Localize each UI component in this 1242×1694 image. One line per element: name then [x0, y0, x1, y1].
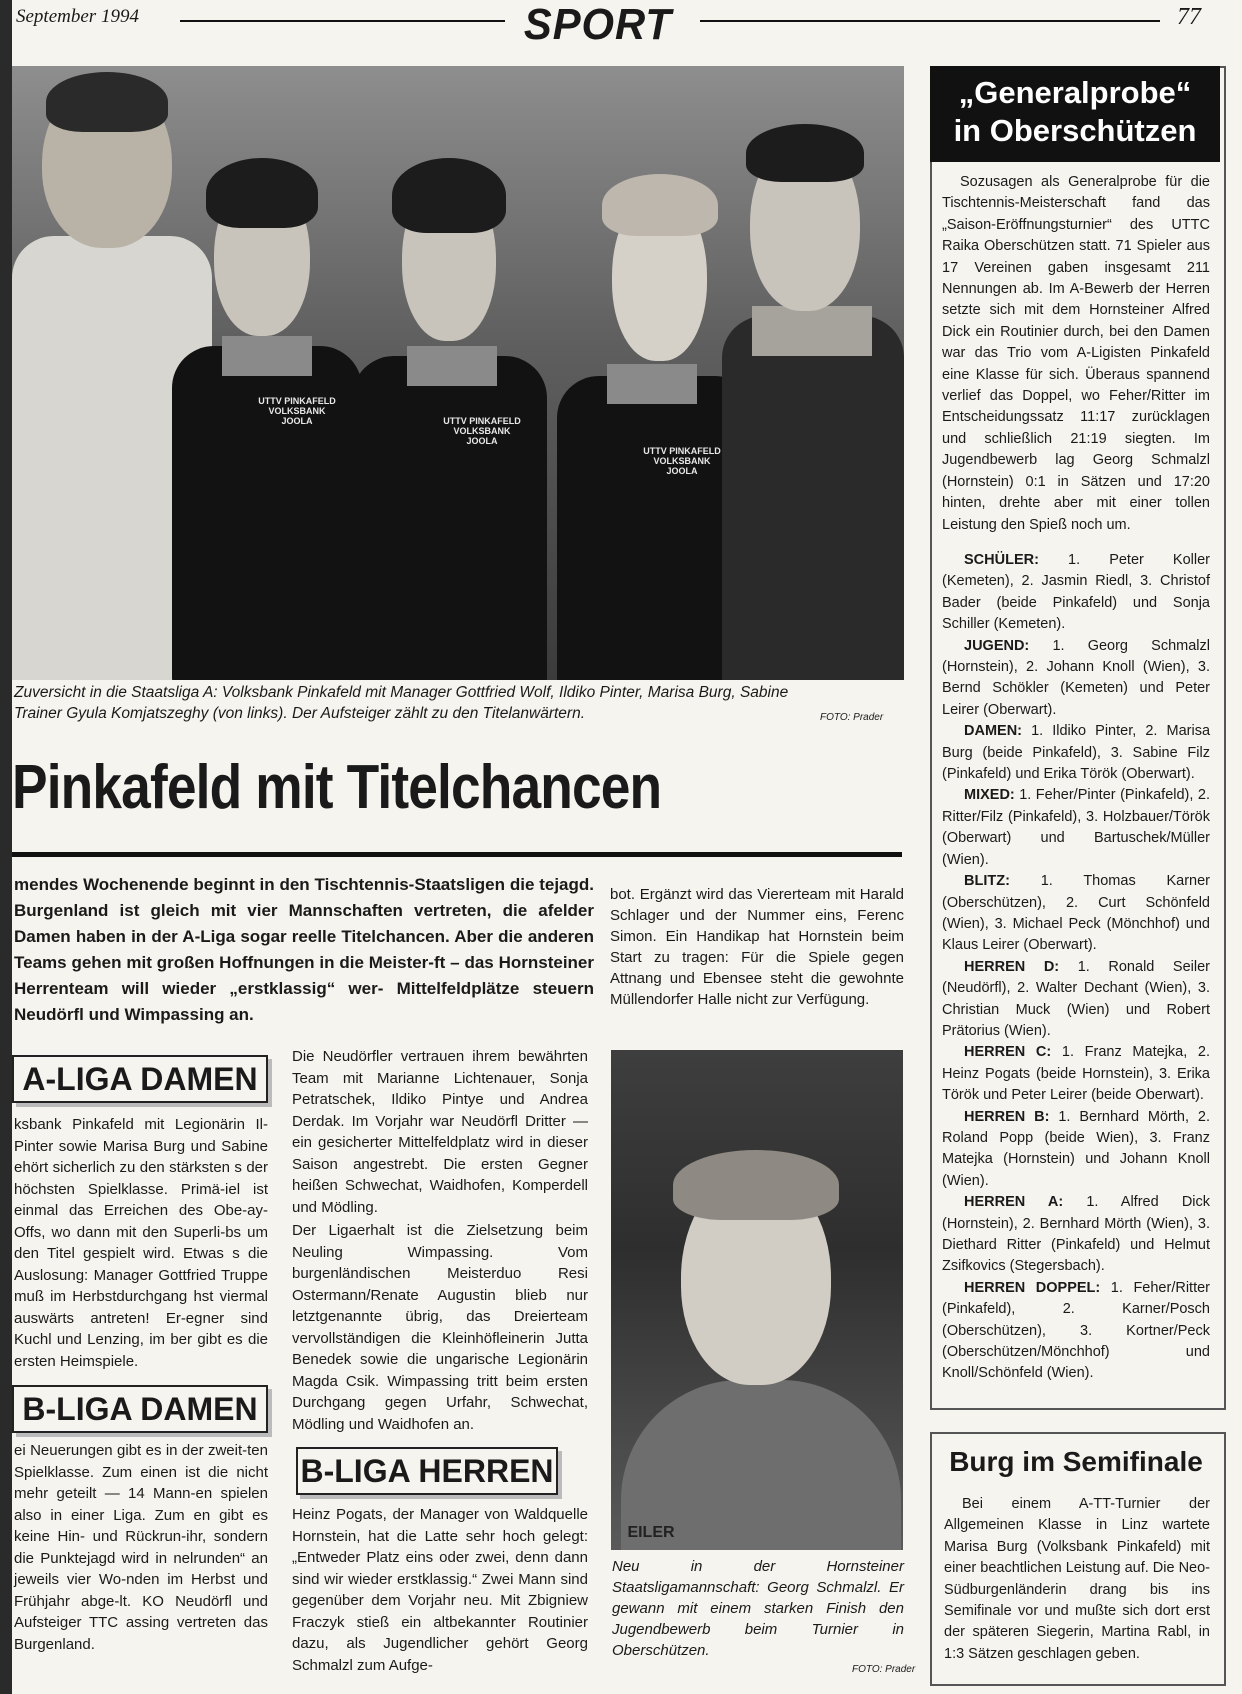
subhead-b-liga-herren: B-LIGA HERREN	[296, 1447, 558, 1495]
page-number: 77	[1177, 4, 1201, 30]
section-title: SPORT	[523, 0, 672, 49]
text-a-liga-damen: ksbank Pinkafeld mit Legionärin Il-Pinter sowie Marisa Burg und Sabine ehört sicherlich zu den stärksten s der höchsten Spielklasse. Primä-iel ist einmal das Erreichen des Obe-ay-Offs, wo dann mit den Superli-bs um den Titel gespielt wird. Etwas s die Auslosung: Manager Gottfried Truppe muß im Herbstdurchgang hst viermal auswärts antreten! Er-egner sind Kuchl und Lenzing, im ber gibt es die ersten Heimspiele.	[14, 1116, 268, 1370]
article-headline: Pinkafeld mit Titelchancen	[12, 753, 662, 822]
subhead-a-liga-damen: A-LIGA DAMEN	[12, 1055, 268, 1103]
page-scan-edge	[0, 0, 12, 1694]
person-player-1: UTTV PINKAFELD VOLKSBANK JOOLA	[162, 66, 362, 680]
result-damen: DAMEN: 1. Ildiko Pinter, 2. Marisa Burg (beide Pinkafeld), 3. Sabine Filz (Pinkafeld) und Erika Török (Oberwart).	[942, 723, 1211, 783]
person-trainer	[712, 66, 904, 680]
photo-credit: FOTO: Prader	[820, 712, 884, 723]
sidebar-intro: Sozusagen als Generalprobe für die Tischtennis-Meisterschaft fand das „Saison-Eröffnungsturnier“ des UTTC Raika Oberschützen statt. 71 Spieler aus 17 Vereinen gaben insgesamt 211 Nennungen ab. Im A-Bewerb der Herren setzte sich mit dem Hornsteiner Alfred Dick ein Routinier durch, bei den Damen war das Trio vom A-Ligisten Pinkafeld eine Klasse für sich. Überaus spannend verlief das Doppel, wo Feher/Ritter im Entscheidungssatz 11:17 zurücklagen und schließlich 21:19 siegten. Im Jugendbewerb lag Georg Schmalzl (Hornstein) 0:1 in Sätzen und 17:20 hinten, drehte aber mit einer tollen Leistung den Spieß noch um.	[942, 174, 1210, 533]
headline-rule	[12, 852, 902, 857]
sidebar-title	[930, 66, 1220, 162]
sidebar-title-line-2: in Oberschützen	[953, 113, 1197, 148]
text-neudoerfl: Die Neudörfler vertrauen ihrem bewährten Team mit Marianne Lichtenauer, Sonja Petratschek, Ildiko Pintye und Andrea Derdak. Im Vorjahr war Neudörfl Dritter — ein gesicherter Mittelfeldplatz wird in dieser Saison angestrebt. Die ersten Gegner heißen Schwechat, Waidhofen, Komperdell und Mödling.	[292, 1048, 588, 1216]
result-herren-b: HERREN B: 1. Bernhard Mörth, 2. Roland Popp (beide Wien), 3. Franz Matejka (Hornstein) und Johann Knoll (Wien).	[942, 1108, 1211, 1189]
result-jugend: JUGEND: 1. Georg Schmalzl (Hornstein), 2. Johann Knoll (Wien), 3. Bernd Schökler (Kemeten) und Peter Leirer (Oberwart).	[942, 637, 1210, 718]
result-mixed: MIXED: 1. Feher/Pinter (Pinkafeld), 2. Ritter/Filz (Pinkafeld), 3. Holzbauer/Török (Oberwart) und Bartuschek/Müller (Wien).	[942, 787, 1210, 868]
person-player-3: UTTV PINKAFELD VOLKSBANK JOOLA	[557, 66, 757, 680]
result-herren-d: HERREN D: 1. Ronald Seiler (Neudörfl), 2. Walter Dechant (Wien), 3. Christian Muck (Wien) und Robert Prätorius (Wien).	[942, 958, 1211, 1039]
header-rule-left	[180, 20, 505, 22]
results-list	[942, 550, 1210, 1385]
subhead-b-liga-damen: B-LIGA DAMEN	[12, 1385, 268, 1433]
text-b-liga-herren: Heinz Pogats, der Manager von Waldquelle Hornstein, hat die Latte sehr hoch gelegt: „Entweder Platz eins oder zwei, denn dann sind wir wieder erstklassig.“ Zwei Mann sind gegenüber dem Vorjahr neu. Mit Zbigniew Fraczyk stieß ein altbekannter Routinier dazu, als Jugendlicher gehört Georg Schmalzl zum Aufge-	[292, 1506, 588, 1674]
photo-caption-line-2: Trainer Gyula Komjatszeghy (von links). Der Aufsteiger zählt zu den Titelanwärtern.	[14, 705, 586, 722]
text-b-liga-damen: ei Neuerungen gibt es in der zweit-ten Spielklasse. Zum einen ist die nicht mehr geteilt — 14 Mann-en spielen also in einer Liga. Zum en gibt es keine Hin- und Rückrun-ihr, sondern die Punktejagd wird in nelrunden“ an jeweils vier Wo-nden im Herbst und Frühjahr abge-lt. KO Neudörfl und Aufsteiger TTC assing vertreten das Burgenland.	[14, 1442, 268, 1653]
header-rule-right	[700, 20, 1160, 22]
team-photo	[12, 66, 904, 680]
article-lead: mendes Wochenende beginnt in den Tischtennis-Staatsligen die tejagd. Burgenland ist gleich mit vier Mannschaften vertreten, die afelder Damen haben in der A-Liga sogar reelle Titelchancen. Aber die anderen Teams gehen mit großen Hoffnungen in die Meister-ft – das Hornsteiner Herrenteam will wieder „erstklassig“ wer- Mittelfeldplätze steuern Neudörfl und Wimpassing an.	[14, 875, 594, 1024]
text-wimpassing: Der Ligaerhalt ist die Zielsetzung beim Neuling Wimpassing. Vom burgenländischen Meisterduo Resi Ostermann/Renate Augustin blieb nur letztgenannte übrig, das Dreierteam vervollständigen die Kleinhöfleinerin Jutta Benedek sowie die ungarische Legionärin Magda Csik. Wimpassing tritt beim ersten Durchgang gegen Urfahr, Schwechat, Mödling und Waidhofen an.	[292, 1222, 588, 1433]
photo-caption-line-1: Zuversicht in die Staatsliga A: Volksbank Pinkafeld mit Manager Gottfried Wolf, Ildiko Pinter, Marisa Burg, Sabine	[14, 684, 789, 701]
box2-title: Burg im Semifinale	[949, 1446, 1203, 1477]
person-player-2: UTTV PINKAFELD VOLKSBANK JOOLA	[347, 66, 547, 680]
box2-text: Bei einem A-TT-Turnier der Allgemeinen Klasse in Linz wartete Marisa Burg (Volksbank Pinkafeld) mit einer beachtlichen Leistung auf. Die Neo-Südburgenländerin drang bis ins Semifinale vor und mußte sich dort erst der späteren Siegerin, Martina Rabl, in 1:3 Sätzen geschlagen geben.	[944, 1496, 1210, 1662]
portrait-credit: FOTO: Prader	[852, 1664, 916, 1675]
result-schueler: SCHÜLER: 1. Peter Koller (Kemeten), 2. Jasmin Riedl, 3. Christof Bader (beide Pinkafeld) und Sonja Schiller (Kemeten).	[942, 552, 1210, 633]
text-hornstein: bot. Ergänzt wird das Viererteam mit Harald Schlager und der Nummer eins, Ferenc Simon. Ein Handikap hat Hornstein beim Start zu tragen: Für die Spiele gegen Attnang und Ebensee steht die gewohnte Müllendorfer Halle nicht zur Verfügung.	[610, 886, 904, 1008]
result-herren-doppel: HERREN DOPPEL: 1. Feher/Ritter (Pinkafeld), 2. Karner/Posch (Oberschützen), 3. Kortner/Peck (Oberschützen/Mönchhof) und Knoll/Schönfeld (Wien).	[942, 1279, 1210, 1382]
result-herren-c: HERREN C: 1. Franz Matejka, 2. Heinz Pogats (beide Hornstein), 3. Erika Török und Peter Leirer (beide Oberwart).	[942, 1044, 1211, 1104]
issue-date: September 1994	[16, 6, 139, 27]
result-herren-a: HERREN A: 1. Alfred Dick (Hornstein), 2. Bernhard Mörth (Wien), 3. Diethard Ritter (Pinkafeld) und Helmut Zsifkovics (Stegersbach).	[942, 1194, 1211, 1275]
sidebar-title-line-1: „Generalprobe“	[958, 75, 1192, 110]
portrait-photo: EILER	[611, 1050, 903, 1550]
portrait-caption: Neu in der Hornsteiner Staatsligamannschaft: Georg Schmalzl. Er gewann mit einem starken Finish den Jugendbewerb beim Turnier in Oberschützen.	[612, 1558, 904, 1659]
result-blitz: BLITZ: 1. Thomas Karner (Oberschützen), 2. Curt Schönfeld (Wien), 3. Michael Peck (Mönchhof) und Klaus Leirer (Oberwart).	[942, 873, 1211, 954]
